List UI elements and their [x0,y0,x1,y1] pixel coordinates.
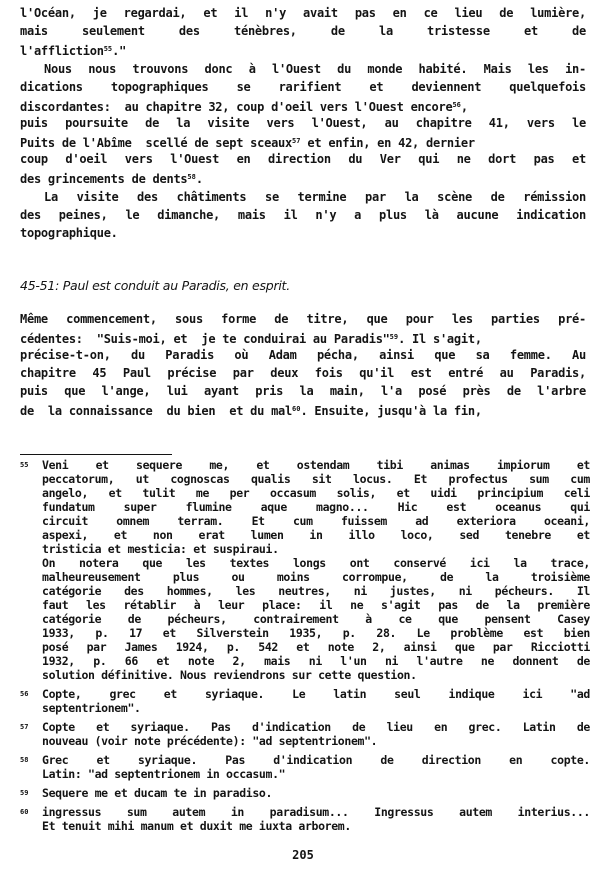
footnote-line: malheureusement plus ou moins corrompue, de la troisième [42,571,590,584]
footnote-line: ingressus sum autem in paradisum... Ingressus autem interius... [42,806,590,819]
footnote-line: Grec et syriaque. Pas d'indication de direction en copte. [42,754,590,767]
body-line: puis que l'ange, lui ayant pris la main, l'a posé près de l'arbre [20,384,586,398]
footnote-line: catégorie des hommes, les neutres, ni justes, ni pécheurs. Il [42,585,590,598]
footnote-line: peccatorum, ut cognoscas qualis sit locus. Et profectus sum cum [42,473,590,486]
footnote-line: faut les rétablir à leur place: il ne s'agit pas de la première [42,599,590,612]
note-ref: 60 [292,405,301,413]
body-line: l'Océan, je regardai, et il n'y avait pas en ce lieu de lumière, [20,6,586,20]
footnote-line: aspexi, et non erat lumen in illo loco, sed tenebre et [42,529,590,542]
body-line: puis poursuite de la visite vers l'Ouest, au chapitre 41, vers le [20,116,586,130]
body-line: discordantes: au chapitre 32, coup d'oeil vers l'Ouest encore$^{56}$, [20,100,468,114]
footnote-marker: 56 [20,690,29,698]
body-line: Même commencement, sous forme de titre, que pour les parties pré- [20,312,586,326]
page-number: 205 [292,848,314,862]
footnote-marker: 58 [20,756,29,764]
footnote-marker: 57 [20,723,29,731]
footnote-line: Copte, grec et syriaque. Le latin seul indique ici "ad [42,688,590,701]
body-line: cédentes: "Suis-moi, et je te conduirai au Paradis"$^{59}$. Il s'agit, [20,332,482,346]
footnote-marker: 59 [20,789,29,797]
footnote-line: On notera que les textes longs ont conservé ici la trace, [42,557,590,570]
body-line: Puits de l'Abîme scellé de sept sceaux$^{57}$ et enfin, en 42, dernier [20,136,475,150]
footnote-marker: 60 [20,808,29,816]
body-line: dications topographiques se rarifient et deviennent quelquefois [20,80,586,94]
note-ref: 59 [389,333,399,341]
body-line: Nous nous trouvons donc à l'Ouest du monde habité. Mais les in- [44,62,586,76]
body-line: chapitre 45 Paul précise par deux fois qu'il est entré au Paradis, [20,366,586,380]
note-ref: 56 [452,101,461,109]
footnote-line: nouveau (voir note précédente): "ad septentrionem". [42,735,378,748]
footnote-line: 1932, p. 66 et note 2, mais ni l'un ni l'autre ne donnent de [42,655,590,668]
footnote-line: circuit omnem terram. Et cum fuissem ad exteriora oceani, [42,515,590,528]
body-line: des peines, le dimanche, mais il n'y a plus là aucune indication [20,208,586,222]
footnote-line: Copte et syriaque. Pas d'indication de lieu en grec. Latin de [42,721,590,734]
footnote-line: angelo, et tulit me per occasum solis, et uidi principium celi [42,487,590,500]
footnote-line: 1933, p. 17 et Silverstein 1935, p. 28. Le problème est bien [42,627,590,640]
footnote-marker: 55 [20,461,29,469]
body-line: La visite des châtiments se termine par la scène de rémission [44,190,586,204]
body-line: des grincements de dents$^{58}$. [20,172,203,186]
footnote-line: posé par James 1924, p. 542 et note 2, ainsi que par Ricciotti [42,641,590,654]
note-ref: 57 [292,137,301,145]
footnote-line: septentrionem". [42,702,141,715]
section-heading: 45-51: Paul est conduit au Paradis, en esprit. [20,278,290,293]
body-line: topographique. [20,226,118,240]
body-line: précise-t-on, du Paradis où Adam pécha, ainsi que sa femme. Au [20,348,586,362]
footnote-separator [20,454,172,455]
note-ref: 58 [187,173,196,181]
footnote-line: Et tenuit mihi manum et duxit me iuxta arborem. [42,820,351,833]
footnote-line: catégorie de pécheurs, contrairement à ce que pensent Casey [42,613,590,626]
footnote-line: Sequere me et ducam te in paradiso. [42,787,273,800]
body-line: coup d'oeil vers l'Ouest en direction du Ver qui ne dort pas et [20,152,586,166]
body-line: l'affliction$^{55}$." [20,44,127,58]
body-line: de la connaissance du bien et du mal$^{60}$. Ensuite, jusqu'à la fin, [20,404,482,418]
body-line: mais seulement des ténèbres, de la tristesse et de [20,24,586,38]
footnote-line: solution définitive. Nous reviendrons sur cette question. [42,669,417,682]
footnote-line: Latin: "ad septentrionem in occasum." [42,768,286,781]
note-ref: 55 [103,45,113,53]
footnote-line: Veni et sequere me, et ostendam tibi animas impiorum et [42,459,590,472]
footnote-line: tristicia et mesticia: et suspiraui. [42,543,279,556]
footnote-line: fundatum super flumine aque magno... Hic est oceanus qui [42,501,590,514]
